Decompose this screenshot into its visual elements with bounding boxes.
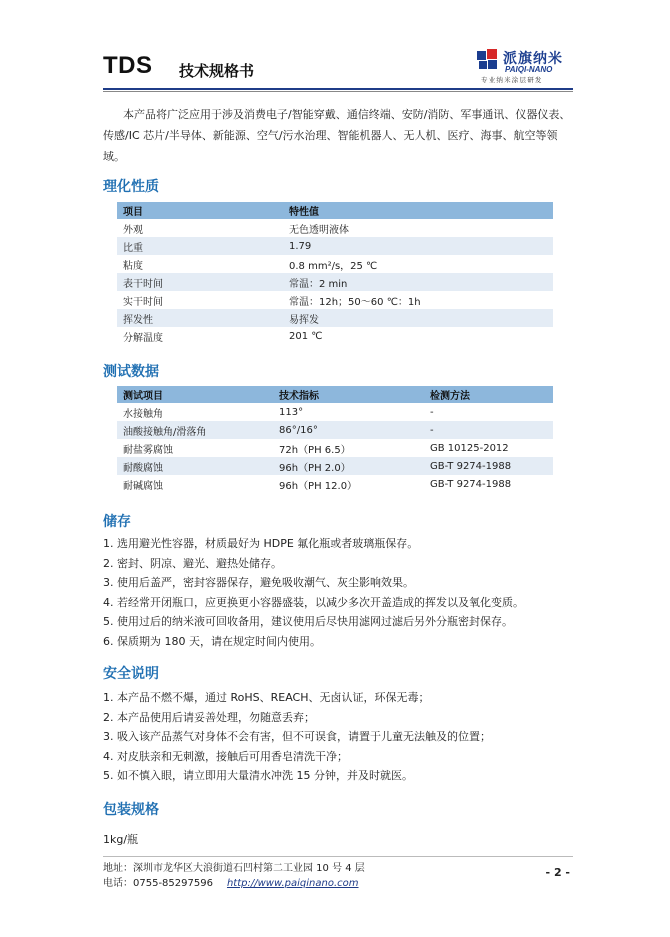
table-cell: 水接触角 [123, 408, 163, 420]
storage-heading: 储存 [103, 514, 131, 530]
table-cell: 72h（PH 6.5） [279, 444, 351, 456]
table-cell: - [424, 421, 553, 439]
table-cell: GB-T 9274-1988 [424, 457, 553, 475]
safety-list [103, 688, 573, 786]
packaging-value: 1kg/瓶 [103, 833, 139, 846]
table-cell: 分解温度 [123, 332, 163, 344]
footer-address: 地址：深圳市龙华区大浪街道石凹村第二工业园 10 号 4 层 [103, 863, 365, 874]
table-cell: 外观 [123, 224, 143, 236]
logo-mark-icon [477, 49, 499, 71]
list-item: 2. 本产品使用后请妥善处理，勿随意丢弃； [103, 710, 315, 724]
page-header [103, 48, 573, 88]
list-item: 6. 保质期为 180 天，请在规定时间内使用。 [103, 634, 321, 648]
column-header: 检测方法 [424, 386, 553, 403]
table-header-row [117, 386, 553, 403]
column-header: 技术指标 [273, 386, 424, 403]
table-row [117, 403, 553, 421]
table-cell: 常温：12h；50～60 ℃：1h [289, 296, 421, 308]
list-item: 5. 使用过后的纳米液可回收备用，建议使用后尽快用滤网过滤后另外分瓶密封保存。 [103, 615, 513, 628]
table-cell: 油酸接触角/滑落角 [117, 421, 273, 439]
header-rule [103, 88, 573, 90]
test-heading: 测试数据 [103, 364, 159, 380]
table-cell: - [430, 406, 434, 418]
table-cell: 表干时间 [117, 273, 283, 291]
list-item: 4. 对皮肤亲和无刺激，接触后可用香皂清洗干净； [103, 749, 348, 763]
list-item: 3. 吸入该产品蒸气对身体不会有害，但不可误食，请置于儿童无法触及的位置； [103, 730, 491, 743]
physical-heading: 理化性质 [103, 179, 159, 195]
table-cell: GB 10125-2012 [430, 442, 509, 454]
table-row [117, 421, 553, 439]
table-cell: 0.8 mm²/s，25 ℃ [289, 260, 378, 272]
table-cell: 耐酸腐蚀 [117, 457, 273, 475]
list-item: 1. 本产品不燃不爆，通过 RoHS、REACH、无卤认证，环保无毒； [103, 691, 430, 704]
table-cell: 易挥发 [283, 309, 553, 327]
table-row [117, 273, 553, 291]
list-item: 2. 密封、阴凉、避光、避热处储存。 [103, 556, 282, 570]
physical-table [117, 202, 553, 345]
table-cell: 挥发性 [117, 309, 283, 327]
table-cell: 粘度 [123, 260, 143, 272]
table-cell: 96h（PH 12.0） [279, 480, 358, 492]
table-cell: 96h（PH 2.0） [273, 457, 424, 475]
document-subtitle: 技术规格书 [179, 62, 255, 80]
table-cell: 201 ℃ [289, 330, 323, 342]
table-row [117, 475, 553, 493]
page-number: - 2 - [545, 866, 570, 879]
list-item: 3. 使用后盖严，密封容器保存，避免吸收潮气、灰尘影响效果。 [103, 576, 414, 589]
table-row [117, 457, 553, 475]
storage-list [103, 534, 573, 651]
header-rule-thin [103, 91, 573, 92]
safety-heading: 安全说明 [103, 666, 159, 682]
table-row [117, 237, 553, 255]
logo-tagline: 专业纳米涂层研发 [481, 76, 543, 84]
table-cell: 比重 [117, 237, 283, 255]
packaging-heading: 包装规格 [103, 802, 159, 818]
column-header: 测试项目 [117, 386, 273, 403]
table-cell: 常温：2 min [283, 273, 553, 291]
test-table [117, 386, 553, 493]
table-cell: 113° [279, 406, 304, 418]
table-cell: GB-T 9274-1988 [430, 478, 512, 490]
table-row [117, 219, 553, 237]
footer-contact [103, 876, 365, 891]
company-logo [473, 46, 573, 88]
table-row [117, 309, 553, 327]
table-row [117, 255, 553, 273]
table-cell: 实干时间 [123, 296, 163, 308]
footer-rule [103, 856, 573, 857]
list-item: 1. 选用避光性容器，材质最好为 HDPE 氟化瓶或者玻璃瓶保存。 [103, 537, 419, 550]
list-item: 5. 如不慎入眼，请立即用大量清水冲洗 15 分钟，并及时就医。 [103, 769, 413, 782]
table-row [117, 291, 553, 309]
column-header: 项目 [117, 202, 283, 219]
tds-title: TDS [103, 52, 153, 79]
table-row [117, 327, 553, 345]
list-item: 4. 若经常开闭瓶口，应更换更小容器盛装，以减少多次开盖造成的挥发以及氧化变质。 [103, 595, 524, 609]
table-row [117, 439, 553, 457]
table-cell: 耐碱腐蚀 [123, 480, 163, 492]
logo-cn-text: 派旗纳米 [503, 51, 563, 67]
table-cell: 86°/16° [273, 421, 424, 439]
website-link[interactable]: http://www.paiqinano.com [226, 878, 359, 889]
table-cell: 无色透明液体 [289, 224, 349, 236]
page-footer [103, 861, 365, 891]
table-header-row [117, 202, 553, 219]
footer-phone: 电话：0755-85297596 [103, 878, 213, 889]
table-cell: 耐盐雾腐蚀 [123, 444, 173, 456]
intro-paragraph: 本产品将广泛应用于涉及消费电子/智能穿戴、通信终端、安防/消防、军事通讯、仪器仪表、传感/IC 芯片/半导体、新能源、空气/污水治理、智能机器人、无人机、医疗、海事、航空等领域。 [103, 108, 571, 163]
column-header: 特性值 [283, 202, 553, 219]
logo-en-text: PAIQI-NANO [505, 65, 553, 74]
table-cell: 1.79 [283, 237, 553, 255]
